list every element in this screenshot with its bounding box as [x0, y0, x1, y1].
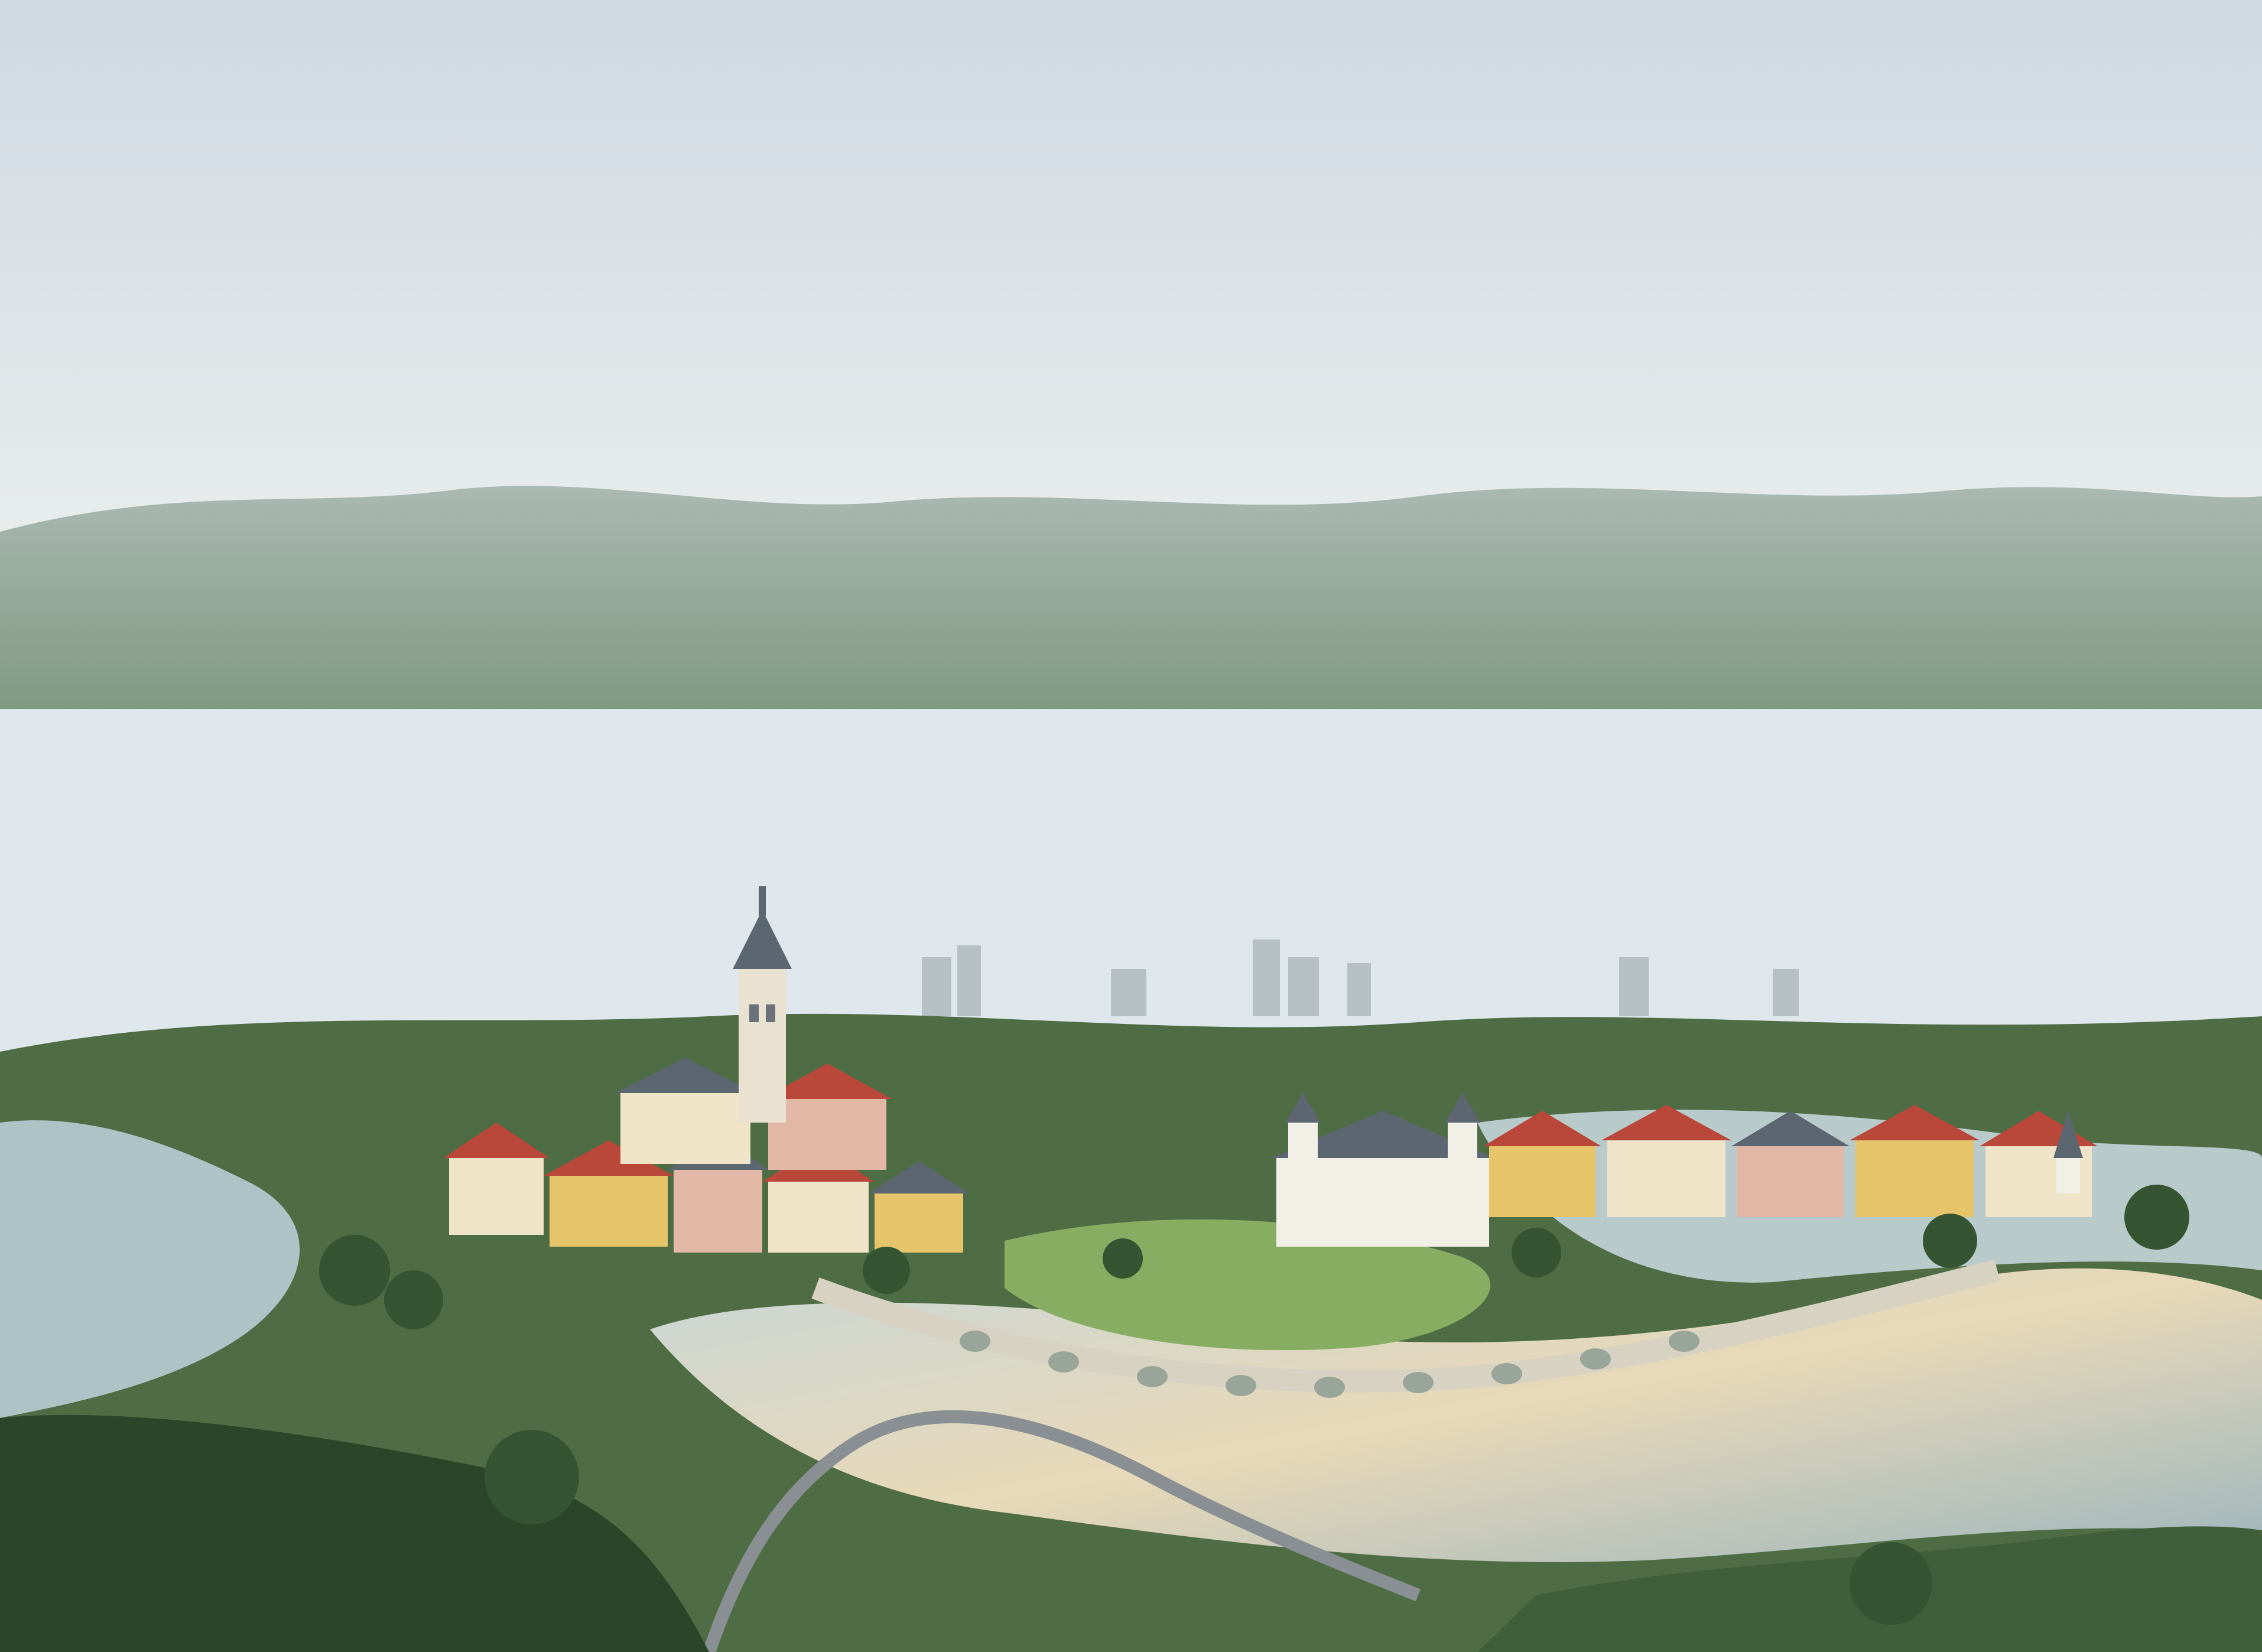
palace	[1270, 1093, 1495, 1247]
castle-tower	[733, 886, 792, 1123]
distant-city	[922, 939, 1799, 1016]
far-hills	[0, 486, 2262, 709]
